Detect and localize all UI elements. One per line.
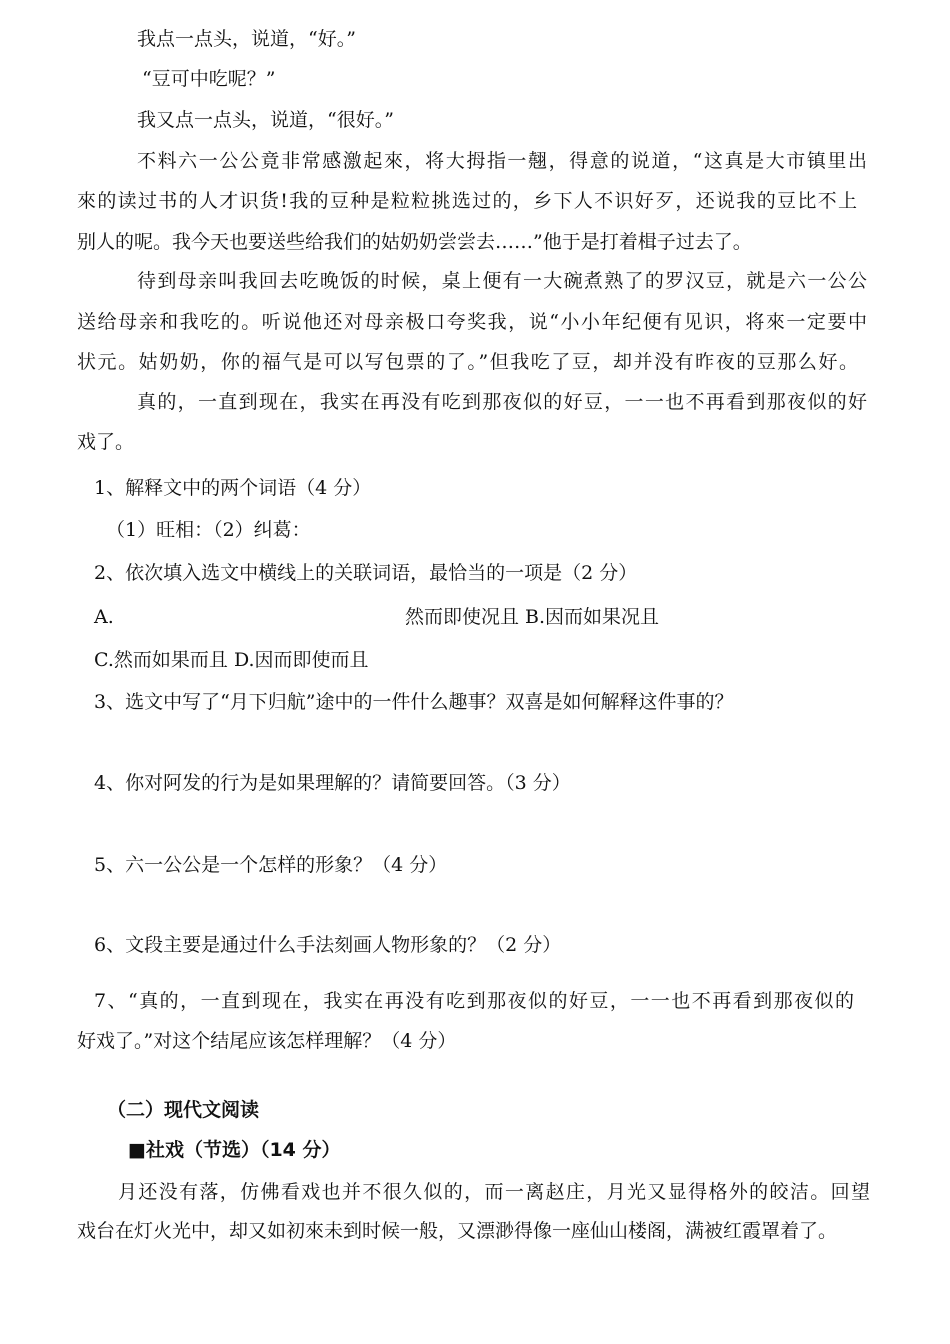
question-3: 3、选文中写了“月下归航”途中的一件什么趣事？双喜是如何解释这件事的？ bbox=[94, 691, 734, 713]
text-line: 月还没有落，仿佛看戏也并不很久似的，而一离赵庄，月光又显得格外的皎洁。回望 bbox=[118, 1181, 870, 1203]
option-a-label: A. bbox=[94, 606, 114, 628]
text-line: 待到母亲叫我回去吃晚饭的时候，桌上便有一大碗煮熟了的罗汉豆，就是六一公公 bbox=[137, 270, 867, 292]
text-line: 不料六一公公竟非常感激起來，将大拇指一翹，得意的说道，“这真是大市镇里出 bbox=[137, 150, 867, 172]
text-line: 别人的呢。我今天也要送些给我们的姑奶奶尝尝去……”他于是打着楫子过去了。 bbox=[77, 231, 752, 253]
question-6: 6、文段主要是通过什么手法刻画人物形象的？（2 分） bbox=[94, 934, 562, 956]
options-cd: C.然而如果而且 D.因而即使而且 bbox=[94, 649, 369, 671]
section-heading: （二）现代文阅读 bbox=[107, 1099, 260, 1121]
text-line: 來的读过书的人才识货!我的豆种是粒粒挑选过的，乡下人不识好歹，还说我的豆比不上 bbox=[77, 190, 857, 212]
options-ab: 然而即使况且 B.因而如果况且 bbox=[405, 606, 660, 628]
question-7-cont: 好戏了。”对这个结尾应该怎样理解？（4 分） bbox=[77, 1030, 457, 1052]
text-line: 我点一点头，说道，“好。” bbox=[137, 28, 356, 50]
text-line: 我又点一点头，说道，“很好。” bbox=[137, 109, 394, 131]
text-line: 戏了。 bbox=[77, 431, 135, 453]
text-line: 戏台在灯火光中，却又如初來未到时候一般，又漂渺得像一座仙山楼阁，满被红霞罩着了。 bbox=[77, 1220, 838, 1242]
text-line: 真的，一直到现在，我实在再没有吃到那夜似的好豆，一一也不再看到那夜似的好 bbox=[137, 391, 867, 413]
question-2: 2、依次填入选文中横线上的关联词语，最恰当的一项是（2 分） bbox=[94, 562, 638, 584]
question-5: 5、六一公公是一个怎样的形象？（4 分） bbox=[94, 854, 448, 876]
question-7: 7、“真的，一直到现在，我实在再没有吃到那夜似的好豆，一一也不再看到那夜似的 bbox=[94, 990, 854, 1012]
question-4: 4、你对阿发的行为是如果理解的？请简要回答。（3 分） bbox=[94, 772, 571, 794]
text-line: 送给母亲和我吃的。听说他还对母亲极口夸奖我，说“小小年纪便有见识，将來一定要中 bbox=[77, 311, 867, 333]
text-line: 状元。姑奶奶，你的福气是可以写包票的了。”但我吃了豆，却并没有昨夜的豆那么好。 bbox=[77, 351, 858, 373]
question-1: 1、解释文中的两个词语（4 分） bbox=[94, 477, 372, 499]
text-line: “豆可中吃呢？” bbox=[142, 68, 276, 90]
question-1-sub: （1）旺相：（2）纠葛： bbox=[106, 519, 311, 541]
section-subheading: ■社戏（节选）（14 分） bbox=[128, 1139, 341, 1161]
